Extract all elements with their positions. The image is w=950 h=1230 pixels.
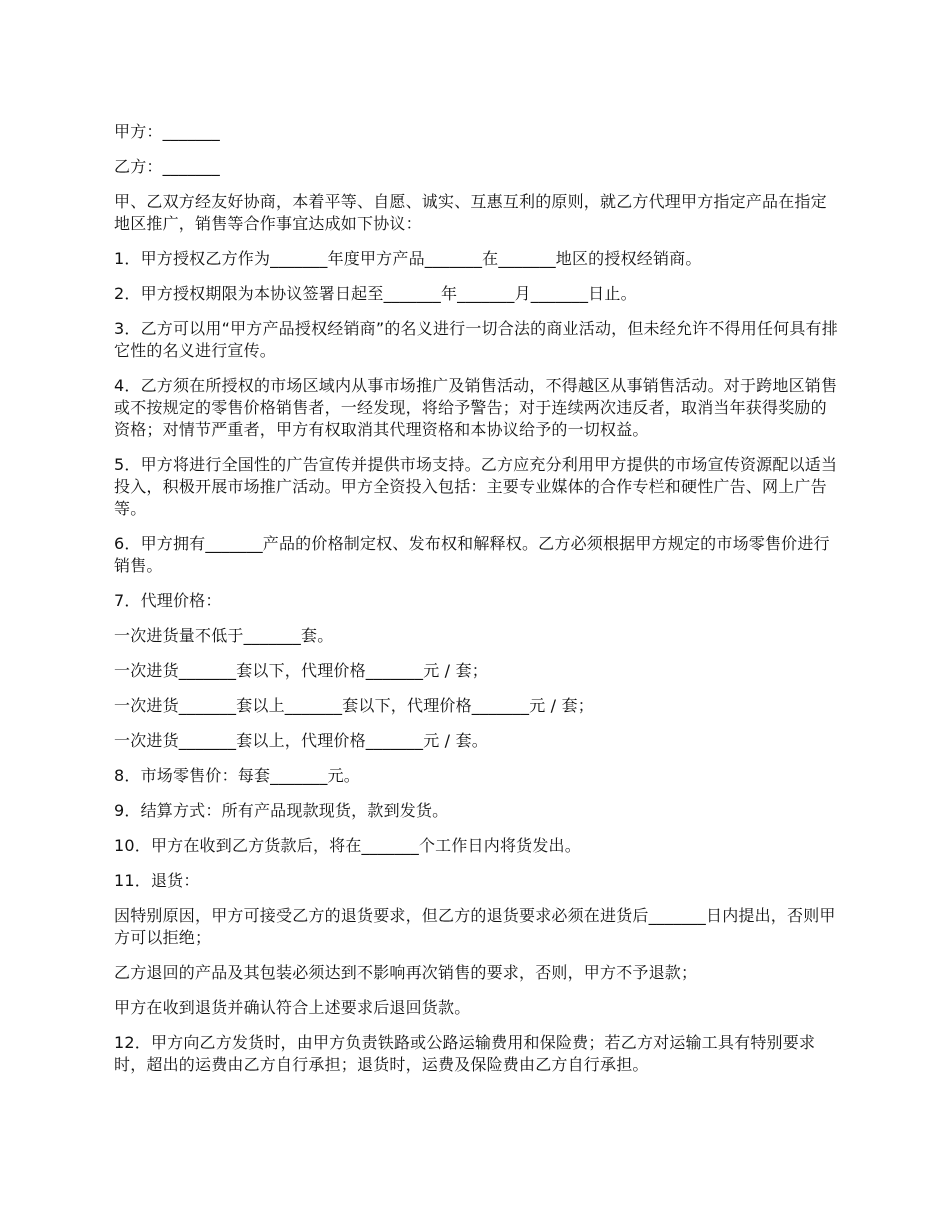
return-condition-2: 乙方退回的产品及其包装必须达到不影响再次销售的要求，否则，甲方不予退款；: [114, 963, 698, 982]
clause-1: 1．甲方授权乙方作为_______年度甲方产品_______在_______地区的授权经销商。: [114, 249, 702, 268]
price-line-tier-3: 一次进货_______套以上，代理价格_______元 / 套。: [114, 731, 488, 750]
clause-6: 6．甲方拥有_______产品的价格制定权、发布权和解释权。乙方必须根据甲方规定的市场零售价进行销售。: [114, 534, 830, 575]
party-b-line: 乙方：_______: [114, 157, 221, 176]
document-body: [114, 121, 840, 1089]
return-condition-1: 因特别原因，甲方可接受乙方的退货要求，但乙方的退货要求必须在进货后_______日内提出，否则甲方可以拒绝；: [114, 906, 836, 947]
return-condition-3: 甲方在收到退货并确认符合上述要求后退回货款。: [114, 998, 471, 1017]
clause-5: 5．甲方将进行全国性的广告宣传并提供市场支持。乙方应充分利用甲方提供的市场宣传资源配以适当投入，积极开展市场推广活动。甲方全资投入包括：主要专业媒体的合作专栏和硬性广告、网上广告等。: [114, 455, 838, 518]
clause-8: 8．市场零售价：每套_______元。: [114, 766, 360, 785]
clause-2: 2．甲方授权期限为本协议签署日起至_______年_______月_______日止。: [114, 284, 637, 303]
clause-10: 10．甲方在收到乙方货款后，将在_______个工作日内将货发出。: [114, 836, 581, 855]
price-line-minimum: 一次进货量不低于_______套。: [114, 626, 334, 645]
clause-12: 12．甲方向乙方发货时，由甲方负责铁路或公路运输费用和保险费；若乙方对运输工具有特别要求时，超出的运费由乙方自行承担；退货时，运费及保险费由乙方自行承担。: [114, 1033, 816, 1074]
clause-9: 9．结算方式：所有产品现款现货，款到发货。: [114, 801, 449, 820]
clause-4: 4．乙方须在所授权的市场区域内从事市场推广及销售活动，不得越区从事销售活动。对于跨地区销售或不按规定的零售价格销售者，一经发现，将给予警告；对于连续两次违反者，取消当年获得奖励的资格；对情节严重者，甲方有权取消其代理资格和本协议给予的一切权益。: [114, 376, 838, 439]
preamble-paragraph: 甲、乙双方经友好协商，本着平等、自愿、诚实、互惠互利的原则，就乙方代理甲方指定产品在指定地区推广，销售等合作事宜达成如下协议：: [114, 192, 827, 233]
price-line-tier-1: 一次进货_______套以下，代理价格_______元 / 套；: [114, 661, 488, 680]
clause-11-heading: 11．退货：: [114, 871, 200, 890]
clause-7-heading: 7．代理价格：: [114, 591, 222, 610]
price-line-tier-2: 一次进货_______套以上_______套以下，代理价格_______元 / 套；: [114, 696, 594, 715]
clause-3: 3．乙方可以用“甲方产品授权经销商”的名义进行一切合法的商业活动，但未经允许不得用任何具有排它性的名义进行宣传。: [114, 319, 838, 360]
party-a-line: 甲方：_______: [114, 122, 221, 141]
